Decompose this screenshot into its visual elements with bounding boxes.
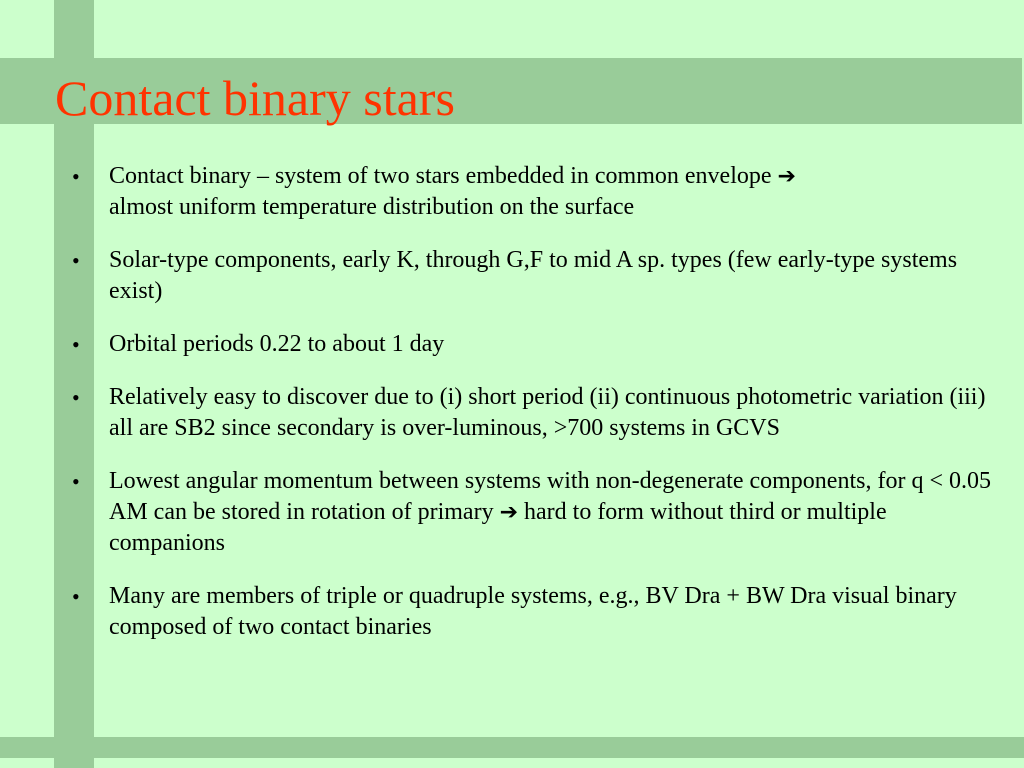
bullet-dot-icon: • <box>72 385 80 410</box>
bullet-text: Lowest angular momentum between systems with non-degenerate components, for q < 0.05 AM can be stored in rotation of primary <box>109 468 991 525</box>
bullet-item <box>72 581 996 643</box>
bullet-dot-icon: • <box>72 469 80 494</box>
bullet-dot-icon: • <box>72 332 80 357</box>
slide-title: Contact binary stars <box>55 70 455 126</box>
bullet-item <box>72 382 996 444</box>
bullet-text: Many are members of triple or quadruple systems, e.g., BV Dra + BW Dra visual binary composed of two contact binaries <box>109 583 957 640</box>
bullet-dot-icon: • <box>72 248 80 273</box>
bullet-item <box>72 161 996 223</box>
bullet-text-continued: hard to form without third or multiple companions <box>109 499 887 556</box>
bullet-text: Orbital periods 0.22 to about 1 day <box>109 331 445 357</box>
bullet-item <box>72 329 996 360</box>
bullet-list <box>72 161 996 665</box>
bullet-text-continued: almost uniform temperature distribution on the surface <box>109 194 635 220</box>
right-arrow-icon: ➔ <box>499 500 518 525</box>
bottom-decor-bar <box>0 737 1024 758</box>
bullet-item <box>72 466 996 559</box>
bullet-text: Relatively easy to discover due to (i) short period (ii) continuous photometric variation (iii) all are SB2 since secondary is over-luminous, >700 systems in GCVS <box>109 384 986 441</box>
right-arrow-icon: ➔ <box>777 164 796 189</box>
bullet-dot-icon: • <box>72 164 80 189</box>
bullet-item <box>72 245 996 307</box>
bullet-text: Solar-type components, early K, through G,F to mid A sp. types (few early-type systems exist) <box>109 247 958 304</box>
bullet-dot-icon: • <box>72 584 80 609</box>
bullet-text: Contact binary – system of two stars embedded in common envelope <box>109 163 772 189</box>
